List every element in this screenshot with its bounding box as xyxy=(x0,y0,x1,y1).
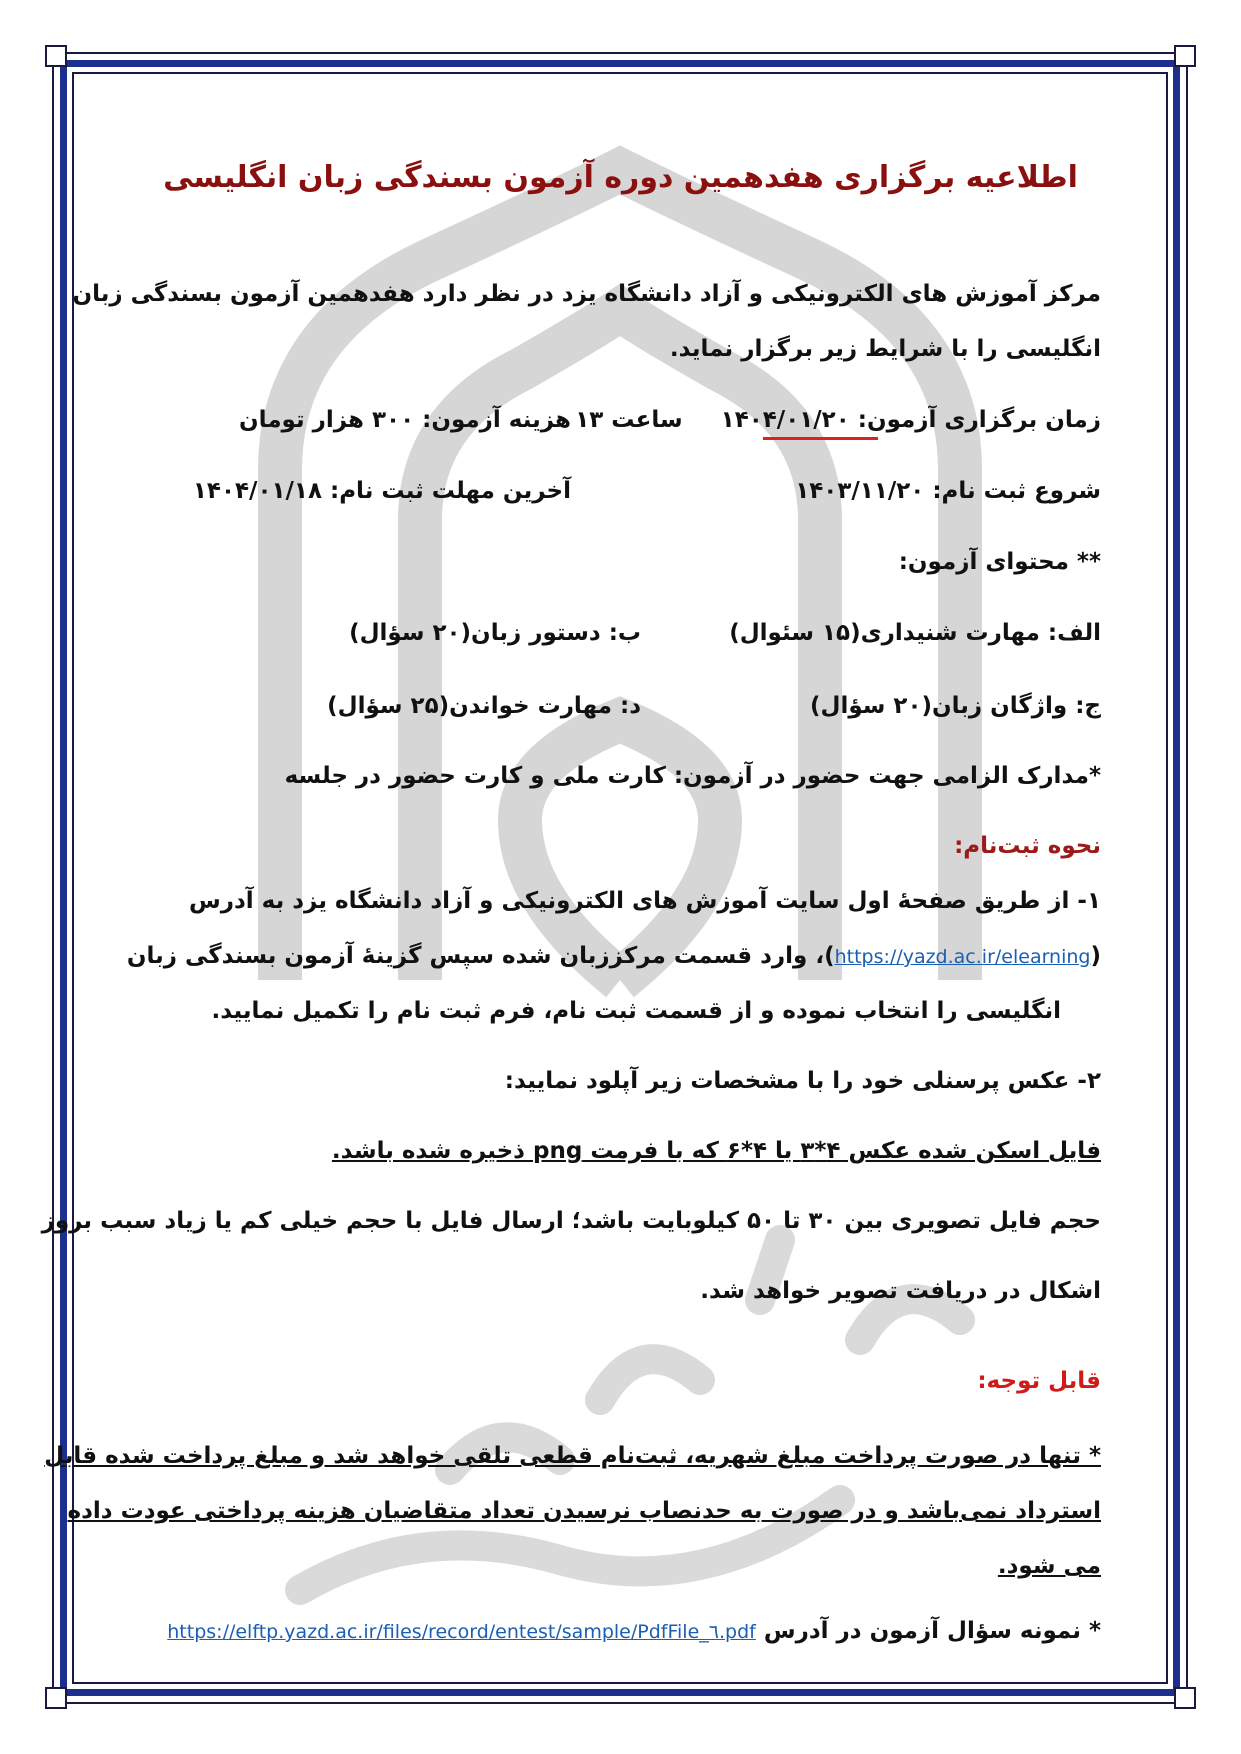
registration-deadline: آخرین مهلت ثبت نام: ۱۴۰۴/۰۱/۱۸ xyxy=(192,478,571,504)
sample-label: * نمونه سؤال آزمون در آدرس xyxy=(763,1618,1101,1644)
intro-line-1: مرکز آموزش های الکترونیکی و آزاد دانشگاه یزد در نظر دارد هفدهمین آزمون بسندگی زبان xyxy=(72,281,1101,307)
intro-line-2: انگلیسی را با شرایط زیر برگزار نماید. xyxy=(669,336,1101,362)
section-reading: د: مهارت خواندن(۲۵ سؤال) xyxy=(327,693,641,719)
elearning-link[interactable]: https://yazd.ac.ir/elearning xyxy=(834,946,1091,968)
sample-questions xyxy=(167,1615,1101,1648)
required-documents: *مدارک الزامی جهت حضور در آزمون: کارت ملی و کارت حضور در جلسه xyxy=(284,763,1101,789)
exam-fee: هزینه آزمون: ۳۰۰ هزار تومان xyxy=(239,407,571,433)
section-listening: الف: مهارت شنیداری(۱۵ سئوال) xyxy=(729,620,1101,646)
exam-time-label: زمان برگزاری آزمون: xyxy=(857,407,1101,433)
page-title: اطلاعیه برگزاری هفدهمین دوره آزمون بسندگی زبان انگلیسی xyxy=(163,160,1078,195)
photo-size-line-2: اشکال در دریافت تصویر خواهد شد. xyxy=(700,1278,1101,1304)
section-grammar: ب: دستور زبان(۲۰ سؤال) xyxy=(349,620,641,646)
photo-format: فایل اسکن شده عکس ۴*۳ یا ۴*۶ که با فرمت png ذخیره شده باشد. xyxy=(331,1138,1101,1164)
photo-size-line-1: حجم فایل تصویری بین ۳۰ تا ۵۰ کیلوبایت باشد؛ ارسال فایل با حجم خیلی کم یا زیاد سبب بروز xyxy=(41,1208,1101,1234)
step2: ۲- عکس پرسنلی خود را با مشخصات زیر آپلود نمایید: xyxy=(504,1068,1101,1094)
notice-line-3: می شود. xyxy=(997,1553,1101,1579)
date-highlight-underline xyxy=(763,437,878,440)
registration-heading: نحوه ثبت‌نام: xyxy=(954,833,1101,859)
step1-line-3: انگلیسی را انتخاب نموده و از قسمت ثبت نام، فرم ثبت نام را تکمیل نمایید. xyxy=(211,998,1061,1024)
section-vocabulary: ج: واژگان زبان(۲۰ سؤال) xyxy=(810,693,1101,719)
notice-line-2: استرداد نمی‌باشد و در صورت به حدنصاب نرسیدن تعداد متقاضیان هزینه پرداختی عودت داده xyxy=(67,1498,1101,1524)
notice-line-1: * تنها در صورت پرداخت مبلغ شهریه، ثبت‌نام قطعی تلقی خواهد شد و مبلغ پرداخت شده قابل xyxy=(44,1443,1101,1469)
notice-heading: قابل توجه: xyxy=(977,1368,1101,1394)
registration-start: شروع ثبت نام: ۱۴۰۳/۱۱/۲۰ xyxy=(795,478,1101,504)
step1-line-1: ۱- از طریق صفحهٔ اول سایت آموزش های الکترونیکی و آزاد دانشگاه یزد به آدرس xyxy=(188,888,1101,914)
exam-hour: ساعت ۱۳ xyxy=(575,407,683,433)
step1-open-paren: ( xyxy=(1090,943,1101,969)
sample-pdf-link[interactable]: https://elftp.yazd.ac.ir/files/record/entest/sample/PdfFile_٦.pdf xyxy=(167,1621,756,1643)
exam-time xyxy=(575,404,1101,436)
step1-line-2 xyxy=(127,940,1101,973)
exam-date: ۱۴۰۴/۰۱/۲۰ xyxy=(720,407,850,433)
step1-line-2-text: )، وارد قسمت مرکززبان شده سپس گزینهٔ آزمون بسندگی زبان xyxy=(126,943,835,969)
content-heading: ** محتوای آزمون: xyxy=(898,549,1101,575)
